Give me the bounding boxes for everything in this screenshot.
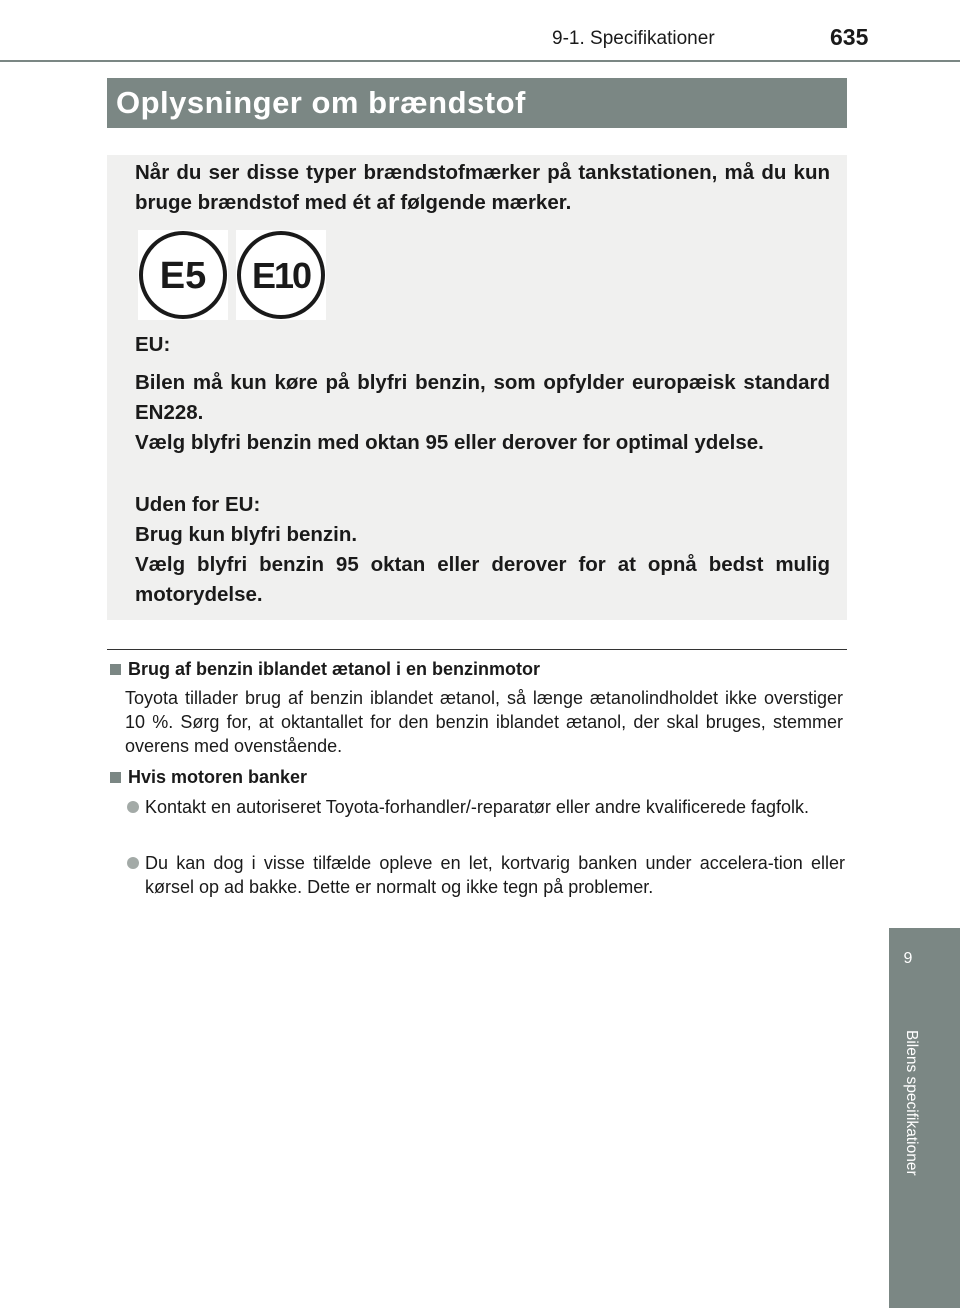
non-eu-requirements: Brug kun blyfri benzin. Vælg blyfri benzin 95 oktan eller derover for at opnå bedst mulig motorydelse. xyxy=(135,523,830,606)
content-divider xyxy=(107,649,847,650)
square-bullet-icon xyxy=(110,664,121,675)
fuel-label-e5-icon xyxy=(138,230,228,320)
engine-knock-heading: Hvis motoren banker xyxy=(128,767,308,787)
fuel-label-e10 xyxy=(236,230,326,320)
fuel-label-intro: Når du ser disse typer brændstofmærker på tankstationen, må du kun bruge brændstof med ét af følgende mærker. xyxy=(135,161,830,214)
chapter-number: 9 xyxy=(903,950,913,967)
eu-heading: EU: xyxy=(135,333,171,356)
ethanol-text: Toyota tillader brug af benzin iblandet ætanol, så længe ætanolindholdet ikke overstiger 10 %. Sørg for, at oktantallet for den benzin iblandet ætanol, der skal bruges, stemmer overens med ovenstående. xyxy=(125,688,843,756)
list-item: Kontakt en autoriseret Toyota-forhandler/-reparatør eller andre kvalificerede fagfolk. xyxy=(145,797,810,817)
fuel-label-e10-text: E10 xyxy=(251,255,311,296)
eu-requirements: Bilen må kun køre på blyfri benzin, som opfylder europæisk standard EN228. Vælg blyfri benzin med oktan 95 eller derover for optimal ydelse. xyxy=(135,371,830,454)
square-bullet-icon xyxy=(110,772,121,783)
page-number: 635 xyxy=(830,24,869,50)
circle-bullet-icon xyxy=(127,801,139,813)
circle-bullet-icon xyxy=(127,857,139,869)
section-title: 9-1. Specifikationer xyxy=(552,28,715,49)
header-rule xyxy=(0,60,960,62)
fuel-label-e5 xyxy=(138,230,228,320)
ethanol-heading: Brug af benzin iblandet ætanol i en benzinmotor xyxy=(128,659,541,679)
list-item: Du kan dog i visse tilfælde opleve en let, kortvarig banken under accelera-tion eller kørsel op ad bakke. Dette er normalt og ikke tegn på problemer. xyxy=(145,853,845,897)
chapter-label: Bilens specifikationer xyxy=(903,1030,920,1176)
non-eu-heading: Uden for EU: xyxy=(135,493,261,516)
page-title: Oplysninger om brændstof xyxy=(116,85,526,120)
fuel-label-e10-icon xyxy=(236,230,326,320)
fuel-label-e5-text: E5 xyxy=(159,255,207,297)
